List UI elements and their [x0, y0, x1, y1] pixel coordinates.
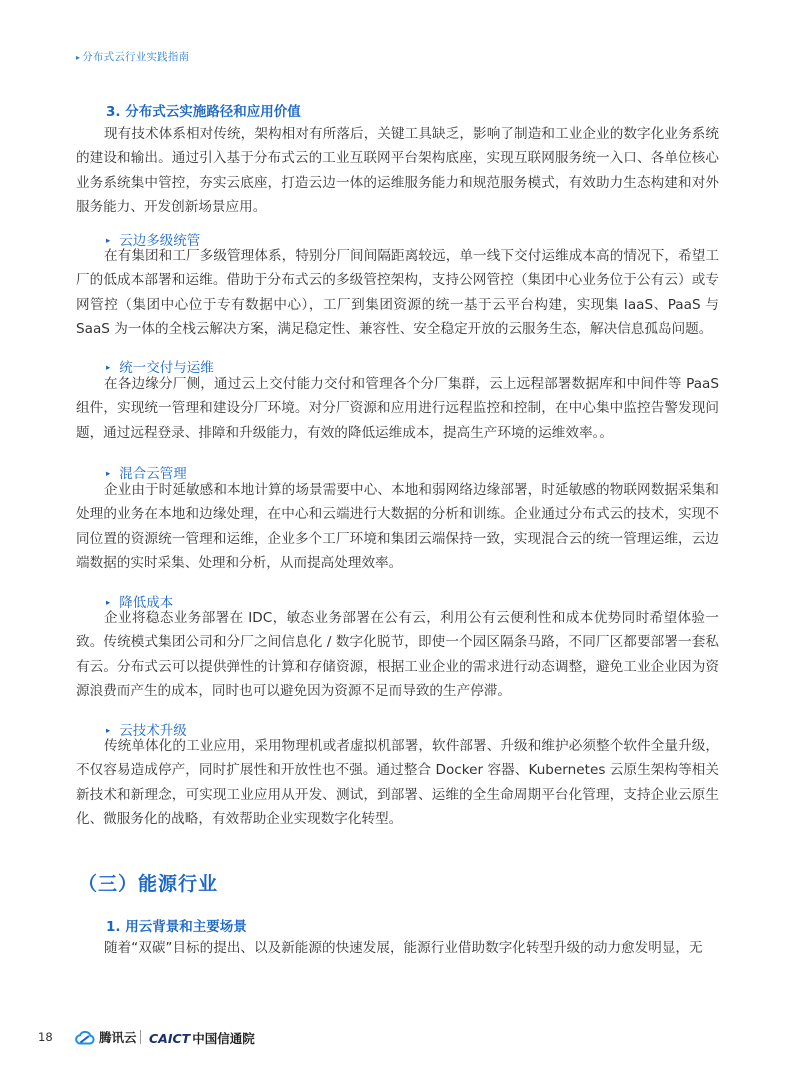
item-paragraph-reduce-cost: 企业将稳态业务部署在 IDC，敏态业务部署在公有云，利用公有云便利性和成本优势同时希望体验一致。传统模式集团公司和分厂之间信息化 / 数字化脱节，即使一个园区隔条马路，不同厂区都要部署一套私有云。分布式云可以提供弹性的计算和存储资源，根据工业企业的需求进行动态调整，避免工业企业因为资源浪费而产生的成本，同时也可以避免因为资源不足而导致的生产停滞。: [76, 610, 719, 700]
bullet-arrow-icon: ▸: [106, 363, 111, 373]
item-title-text: 混合云管理: [119, 466, 187, 482]
item-title-text: 云边多级统管: [119, 233, 201, 249]
item-title-text: 云技术升级: [119, 723, 187, 739]
header-title: 分布式云行业实践指南: [82, 51, 190, 63]
tencent-cloud-text: 腾讯云: [99, 1030, 137, 1045]
chapter-heading: （三）能源行业: [78, 873, 219, 895]
cloud-icon: [74, 1030, 96, 1045]
item-paragraph-cloud-upgrade: 传统单体化的工业应用，采用物理机或者虚拟机部署，软件部署、升级和维护必须整个软件全量升级，不仅容易造成停产，同时扩展性和开放性也不强。通过整合 Docker 容器、Kubernetes 云原生架构等相关新技术和新理念，可实现工业应用从开发、测试，到部署、运维的全生命周期平台化管理，支持企业云原生化、微服务化的战略，有效帮助企业实现数字化转型。: [76, 738, 719, 828]
tencent-cloud-logo: [74, 1028, 137, 1046]
page-number: 18: [38, 1030, 53, 1044]
header-marker-icon: ▸: [76, 53, 81, 62]
logo-divider: [140, 1030, 141, 1044]
caict-cn-text: 中国信通院: [192, 1031, 255, 1046]
page-footer: [0, 1026, 793, 1050]
caict-logo: [149, 1029, 255, 1047]
item-title-text: 统一交付与运维: [119, 360, 214, 376]
bullet-arrow-icon: ▸: [106, 598, 111, 608]
caict-en-text: CAICT: [149, 1031, 191, 1046]
item-paragraph-hybrid-cloud: 企业由于时延敏感和本地计算的场景需要中心、本地和弱网络边缘部署，时延敏感的物联网数据采集和处理的业务在本地和边缘处理，在中心和云端进行大数据的分析和训练。企业通过分布式云的技术，实现不同位置的资源统一管理和运维，企业多个工厂环境和集团云端保持一致，实现混合云的统一管理运维，云边端数据的实时采集、处理和分析，从而提高处理效率。: [76, 482, 719, 572]
running-header: [76, 49, 189, 64]
bullet-arrow-icon: ▸: [106, 469, 111, 479]
bullet-arrow-icon: ▸: [106, 726, 111, 736]
section-1-title: 1. 用云背景和主要场景: [106, 919, 247, 935]
bullet-arrow-icon: ▸: [106, 236, 111, 246]
item-paragraph-delivery-ops: 在各边缘分厂侧，通过云上交付能力交付和管理各个分厂集群，云上远程部署数据库和中间件等 PaaS 组件，实现统一管理和建设分厂环境。对分厂资源和应用进行远程监控和控制，在中心集中监控告警发现问题，通过远程登录、排障和升级能力，有效的降低运维成本，提高生产环境的运维效率。。: [76, 376, 719, 441]
section-1-paragraph: 随着“双碳”目标的提出、以及新能源的快速发展，能源行业借助数字化转型升级的动力愈发明显，无: [104, 940, 703, 956]
item-paragraph-cloud-edge: 在有集团和工厂多级管理体系，特别分厂间间隔距离较远，单一线下交付运维成本高的情况下，希望工厂的低成本部署和运维。借助于分布式云的多级管控架构，支持公网管控（集团中心业务位于公有云）或专网管控（集团中心位于专有数据中心），工厂到集团资源的统一基于云平台构建，实现集 IaaS、PaaS 与 SaaS 为一体的全栈云解决方案，满足稳定性、兼容性、安全稳定开放的云服务生态，解决信息孤岛问题。: [76, 248, 719, 338]
item-title-text: 降低成本: [119, 595, 174, 611]
section-3-paragraph: 现有技术体系相对传统，架构相对有所落后，关键工具缺乏，影响了制造和工业企业的数字化业务系统的建设和输出。通过引入基于分布式云的工业互联网平台架构底座，实现互联网服务统一入口、各单位核心业务系统集中管控，夯实云底座，打造云边一体的运维服务能力和规范服务模式，有效助力生态构建和对外服务能力、开发创新场景应用。: [76, 126, 719, 216]
section-3-title: 3. 分布式云实施路径和应用价值: [106, 104, 301, 120]
